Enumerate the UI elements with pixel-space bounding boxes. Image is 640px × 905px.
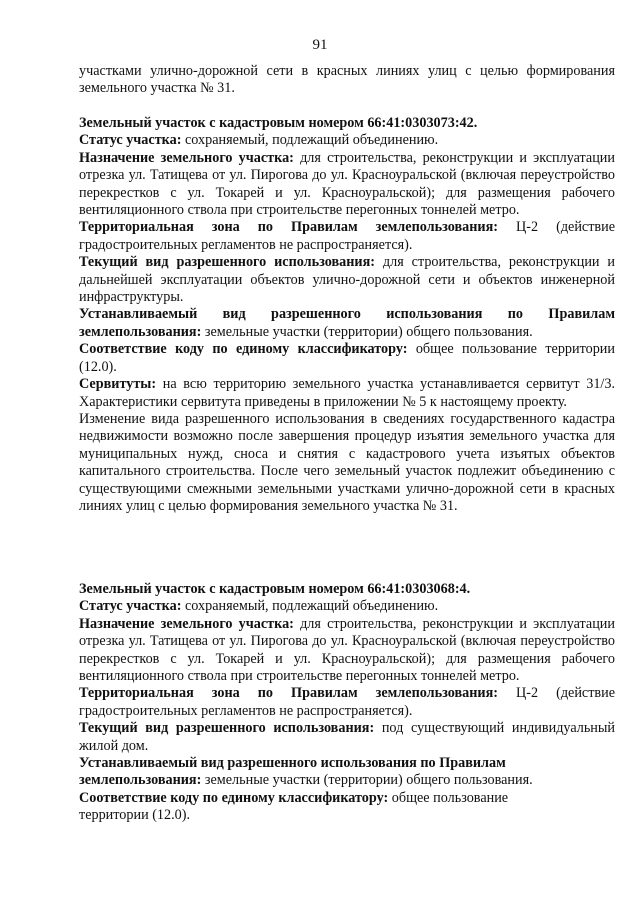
plot-section-2 xyxy=(79,581,615,825)
status-label: Статус участка: xyxy=(79,598,182,615)
status-line xyxy=(79,132,615,149)
plot-heading: Земельный участок с кадастровым номером 66:41:0303068:4. xyxy=(79,581,471,597)
code-value: общее пользование территории (12.0). xyxy=(79,341,615,375)
code-value-line: территории (12.0). xyxy=(79,807,191,824)
set-use-value: земельные участки (территории) общего пользования. xyxy=(201,772,533,789)
code-paragraph xyxy=(79,341,615,376)
current-use-label: Текущий вид разрешенного использования: xyxy=(79,720,375,737)
servitude-value: на всю территорию земельного участка устанавливается сервитут 31/3. Характеристики сервитута приведены в приложении № 5 к настоящему проекту. xyxy=(79,376,615,410)
intro-paragraph: участками улично-дорожной сети в красных линиях улиц с целью формирования земельного участка № 31. xyxy=(79,63,615,97)
code-label: Соответствие коду по единому классификатору: xyxy=(79,789,389,806)
servitude-paragraph xyxy=(79,376,615,411)
status-value: сохраняемый, подлежащий объединению. xyxy=(181,132,439,149)
set-use-paragraph xyxy=(79,772,615,789)
zone-value: Ц-2 (действие градостроительных регламентов не распространяется). xyxy=(79,685,616,719)
servitude-label: Сервитуты: xyxy=(79,376,157,393)
zone-paragraph xyxy=(79,219,615,254)
zone-value: Ц-2 (действие градостроительных регламентов не распространяется). xyxy=(79,219,616,253)
current-use-paragraph xyxy=(79,254,615,306)
page-number: 91 xyxy=(312,37,328,53)
status-line xyxy=(79,598,615,615)
current-use-value: под существующий индивидуальный жилой дом. xyxy=(79,720,616,754)
code-label: Соответствие коду по единому классификатору: xyxy=(79,341,408,358)
current-use-paragraph xyxy=(79,720,615,755)
current-use-label: Текущий вид разрешенного использования: xyxy=(79,254,376,271)
set-use-label: Устанавливаемый вид разрешенного использования по Правилам землепользования: xyxy=(79,306,615,340)
purpose-paragraph xyxy=(79,616,615,686)
purpose-label: Назначение земельного участка: xyxy=(79,615,294,632)
purpose-value: для строительства, реконструкции и эксплуатации отрезка ул. Татищева от ул. Пирогова до ул. Красноуральской (включая переустройство перекрестков с ул. Токарей и ул. Красноуральской); для размещения рабочего вентиляционного ствола при строительстве перегонных тоннелей метро. xyxy=(79,149,615,219)
change-paragraph: Изменение вида разрешенного использования в сведениях государственного кадастра недвижимости возможно после завершения процедур изъятия земельного участка для муниципальных нужд, сноса и снятия с кадастрового учета изъятых объектов капитального строительства. После чего земельный участок подлежит объединению с существующими смежными земельными участками улично-дорожной сети в красных линиях улиц с целью формирования земельного участка № 31. xyxy=(79,410,615,514)
current-use-value: для строительства, реконструкции и дальнейшей эксплуатации объектов улично-дорожной сети и объектов инженерной инфраструктуры. xyxy=(79,254,616,306)
plot-heading: Земельный участок с кадастровым номером 66:41:0303073:42. xyxy=(79,115,478,131)
code-value: общее пользование xyxy=(388,789,509,806)
zone-label: Территориальная зона по Правилам землепользования: xyxy=(79,219,498,236)
zone-label: Территориальная зона по Правилам землепользования: xyxy=(79,685,498,702)
status-value: сохраняемый, подлежащий объединению. xyxy=(181,598,439,615)
status-label: Статус участка: xyxy=(79,132,182,149)
plot-section-1 xyxy=(79,115,615,515)
zone-paragraph xyxy=(79,685,615,720)
set-use-value: земельные участки (территории) общего пользования. xyxy=(201,323,533,340)
set-use-paragraph xyxy=(79,306,615,341)
set-use-label-cont: землепользования: xyxy=(79,772,202,789)
purpose-paragraph xyxy=(79,150,615,220)
set-use-label: Устанавливаемый вид разрешенного использования по Правилам xyxy=(79,755,506,772)
purpose-value: для строительства, реконструкции и эксплуатации отрезка ул. Татищева от ул. Пирогова до ул. Красноуральской (включая переустройство перекрестков с ул. Токарей и ул. Красноуральской); для размещения рабочего вентиляционного ствола при строительстве перегонных тоннелей метро. xyxy=(79,615,615,685)
code-paragraph xyxy=(79,790,615,807)
set-use-label-line xyxy=(79,755,615,772)
intro-block xyxy=(79,63,615,98)
purpose-label: Назначение земельного участка: xyxy=(79,149,294,166)
